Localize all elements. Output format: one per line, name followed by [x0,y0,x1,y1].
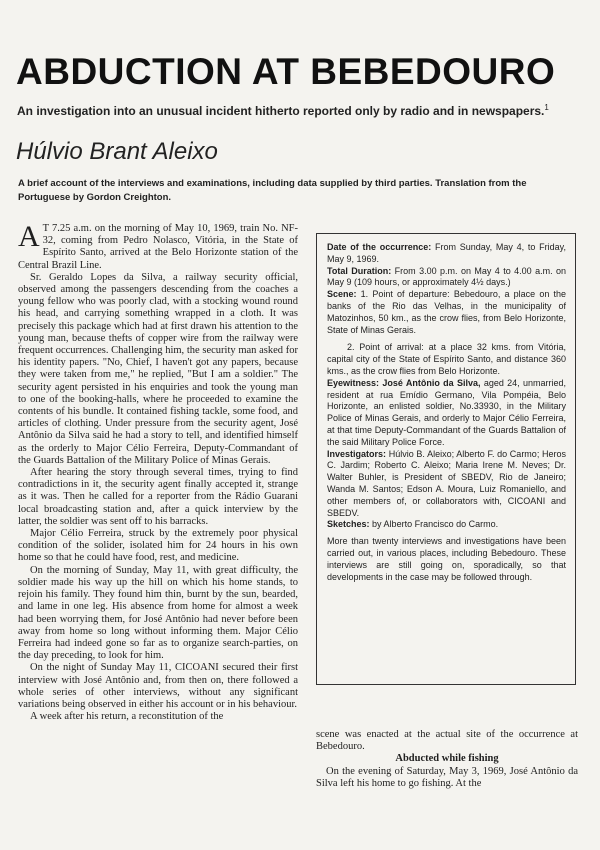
eyewitness-name: José Antônio da Silva, [382,377,481,388]
closing-note: More than twenty interviews and investigations have been carried out, in various places, including Bebedouro. These interviews are still going on, sporadically, so that developments in the case may be followed through. [327,536,566,582]
investigators-entry [327,449,566,520]
investigators-text: Húlvio B. Aleixo; Alberto F. do Carmo; Heros C. Jardim; Roberto C. Aleixo; Maria Irene M. Neves; Dr. Walter Buhler, is President of SBEDV, Rio de Janeiro; Wanda M. Santos; Edson A. Moura, Luiz Romaniello, and other members of, or collaborators with, CICOANI and SBEDV. [327,448,566,518]
article-subtitle [17,99,577,120]
sketches-label: Sketches: [327,519,370,530]
body-paragraph: On the morning of Sunday, May 11, with great difficulty, the soldier made his way up the hill on which his home stands, to rejoin his family. They found him thin, burnt by the sun, bearded, and lame in one leg. His absence from home for almost a week had been worrying them, for José Antônio had never before been away from home so long without informing them. Major Célio Ferreira had indeed gone so far as to organize search-parties, on the day preceding, to look for him. [18,564,298,662]
body-paragraph: Sr. Geraldo Lopes da Silva, a railway security official, observed among the passengers descending from the coaches a young fellow who was poorly clad, with a stocking wound round his head, and carrying something wrapped in a cloth. It was precisely this package which had at first drawn his attention to the young man, because thefts of copper wire from the railway were frequent occurrences. Challenging him, the security man asked for his identity papers. "No, Chief, I haven't got any papers, because they were taken from me," he replied, "But I am a soldier." The security agent persisted in his enquiries and took the young man to one of the booking-halls, where he proceeded to examine the contents of his bundle. It contained fishing tackle, some food, and articles of clothing. Under pressure from the security agent, José Antônio da Silva said he had a story to tell, and identified himself as the orderly to Major Célio Ferreira, Deputy-Commandant of the Guards Battalion of the Military Police of Minas Gerais. [18,271,298,466]
paragraph-text: T 7.25 a.m. on the morning of May 10, 1969, train No. NF-32, coming from Pedro Nolasco, Vitória, in the State of Espírito Santo, arrived at the Belo Horizonte station of the Central Brazil Line. [18,223,298,271]
body-paragraph: Major Célio Ferreira, struck by the extremely poor physical condition of the solider, isolated him for 24 hours in his own home so that he could have food, rest, and medicine. [18,528,298,564]
body-paragraph: After hearing the story through several times, trying to find contradictions in it, the security agent finally accepted it, strange as it was. Then he called for a reporter from the Rádio Guarani local broadcasting station and, after a quick interview by the latter, the soldier was sent off to his barracks. [18,467,298,527]
subtitle-text: An investigation into an unusual incident hitherto reported only by radio and in newspapers. [17,104,545,118]
body-paragraph [18,223,298,272]
scene-departure: 1. Point of departure: Bebedouro, a place on the banks of the Rio das Velhas, in the municipality of Matozinhos, 50 km., as the crow flies, from Belo Horizonte, State of Minas Gerais. [327,289,566,335]
scene-label: Scene: [327,289,357,300]
sketches-text: by Alberto Francisco do Carmo. [372,519,499,530]
body-paragraph: On the evening of Saturday, May 3, 1969, José Antônio da Silva left his home to go fishing. At the [316,765,578,789]
case-summary-box [316,233,576,685]
duration-text: From 3.00 p.m. on May 4 to 4.00 a.m. on May 9 (109 hours, or approximately 4½ days.) [327,265,566,288]
duration-entry [327,266,566,290]
article-title: ABDUCTION AT BEBEDOURO [16,51,556,92]
sketches-entry [327,519,566,531]
body-paragraph: A week after his return, a reconstitution of the [30,711,224,723]
eyewitness-label: Eyewitness: [327,377,380,388]
investigators-label: Investigators: [327,448,387,459]
date-label: Date of the occurrence: [327,242,432,252]
footnote-marker: 1 [544,103,549,112]
scene-entry [327,289,566,336]
article-summary: A brief account of the interviews and examinations, including data supplied by third parties. Translation from the Portuguese by Gordon Creighton. [18,178,527,203]
body-paragraph: On the night of Sunday May 11, CICOANI secured their first interview with José Antônio and, from then on, there followed a whole series of other interviews, without any significant variations being observed in either his account or in his behaviour. [18,662,298,710]
continuation-paragraph: scene was enacted at the actual site of the occurrence at Bebedouro. [316,729,578,753]
duration-label: Total Duration: [327,265,392,276]
section-heading: Abducted while fishing [395,753,499,765]
scene-arrival: 2. Point of arrival: at a place 32 kms. from Vitória, capital city of the State of Espírito Santo, and distance 360 kms., as the crow flies from Belo Horizonte. [327,342,566,376]
date-entry [327,242,566,266]
drop-cap: A [18,223,40,253]
author-name: Húlvio Brant Aleixo [16,138,218,165]
eyewitness-entry [327,378,566,449]
right-column [316,729,578,839]
date-text: From Sunday, May 4, to Friday, May 9, 1969. [327,242,566,264]
left-column [18,223,298,833]
eyewitness-text: aged 24, unmarried, resident at rua Emídio Germano, Vila Pompéia, Belo Horizonte, an enlisted soldier, No.33930, in the Military Police of Minas Gerais, and orderly to Major Célio Ferreira, at that time Deputy-Commandant of the Guards Battalion of the said Military Police Force. [327,377,566,447]
